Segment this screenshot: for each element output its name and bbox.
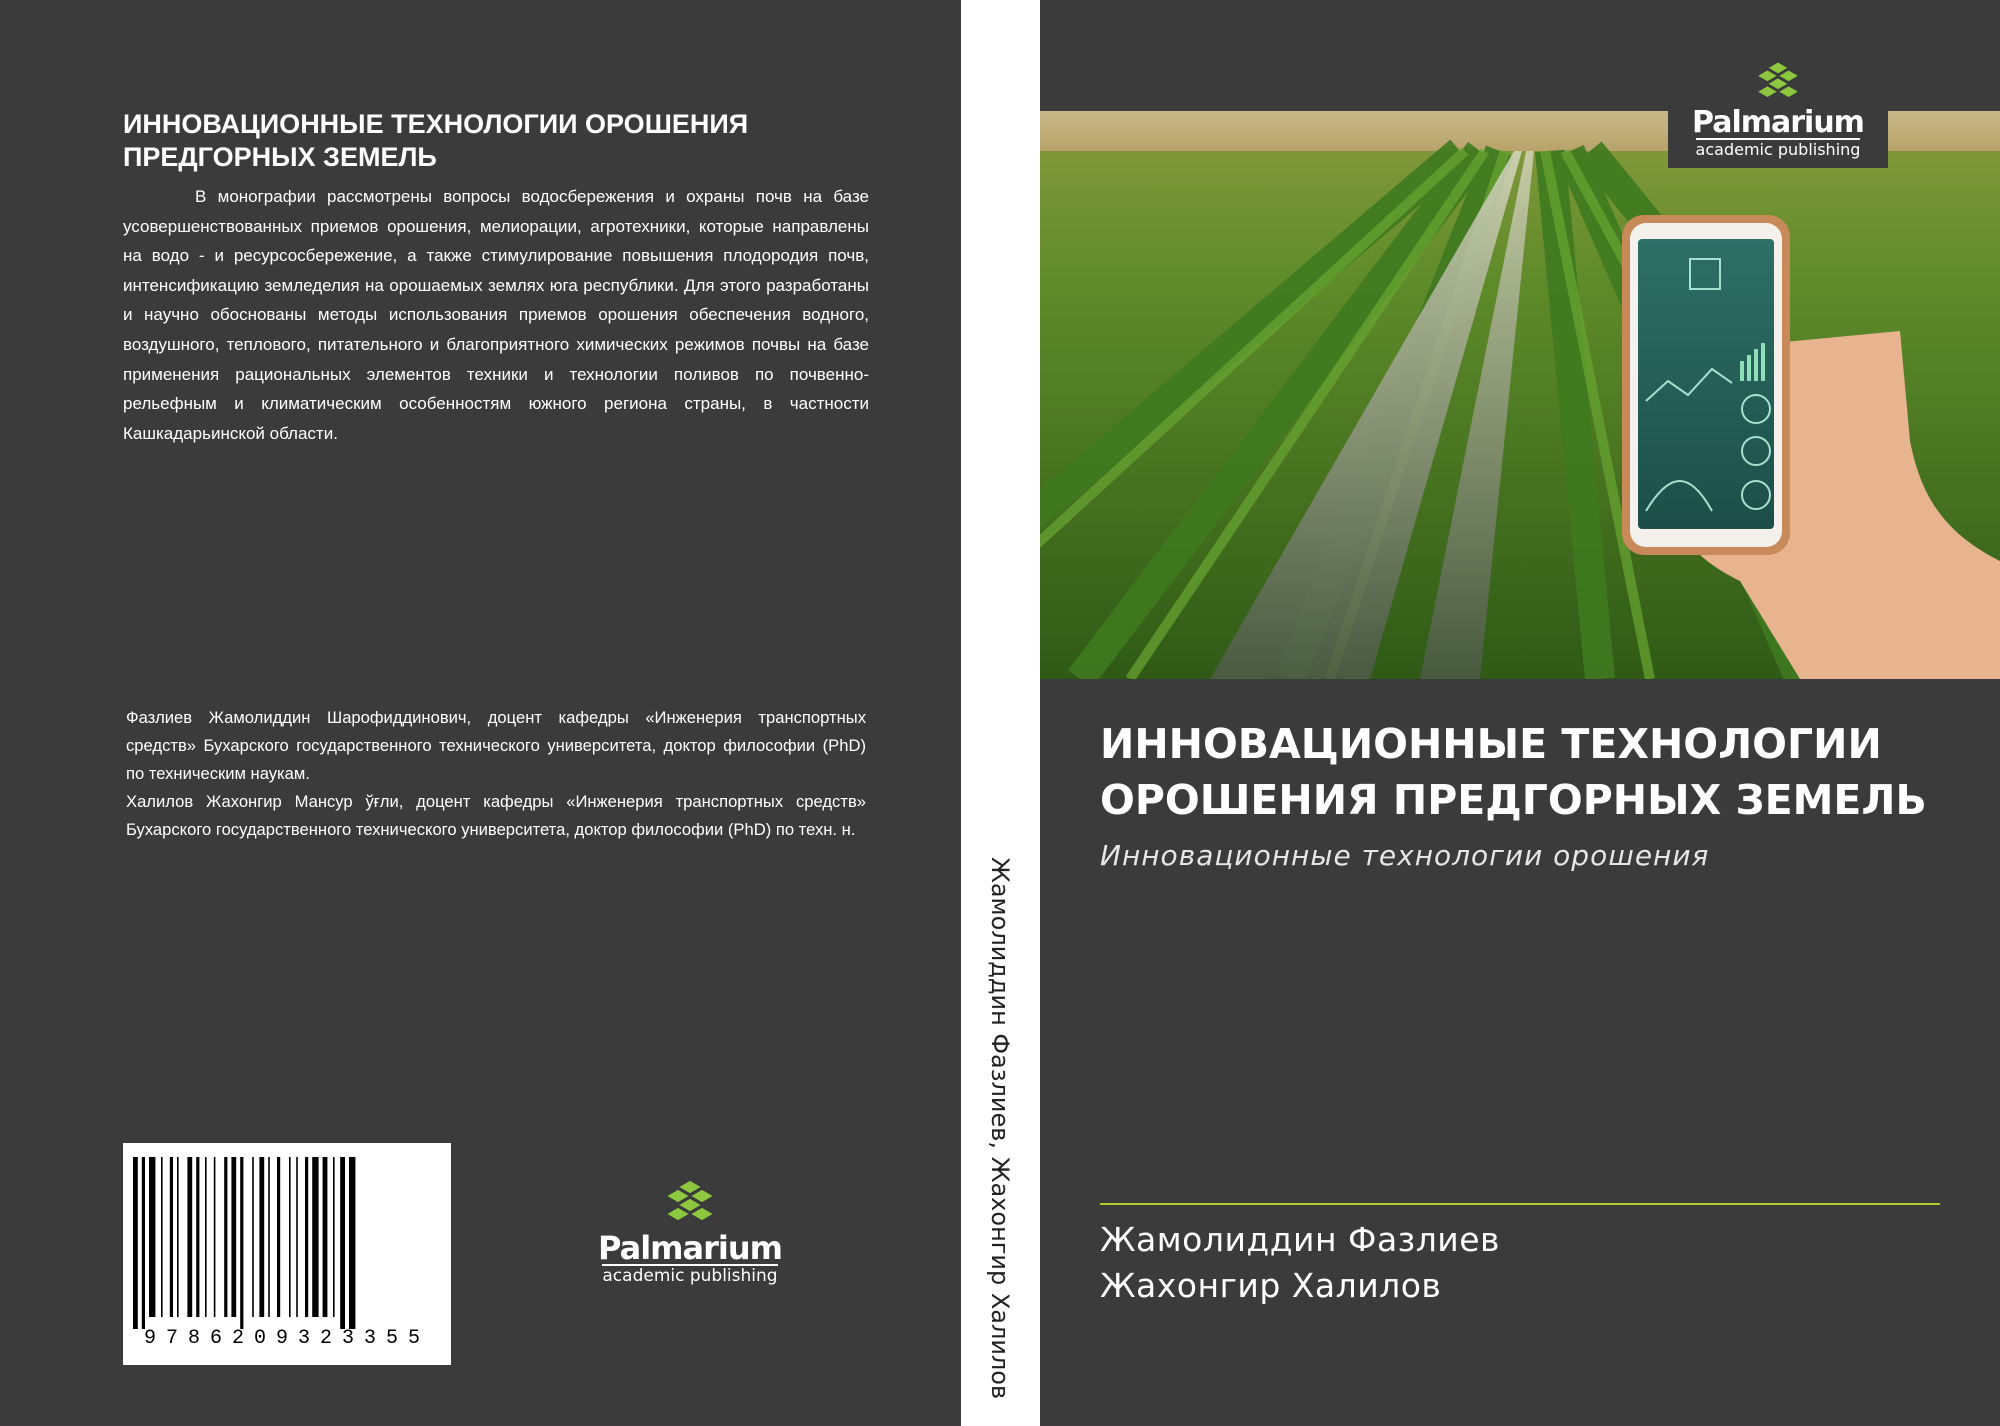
barcode-bar: [231, 1157, 236, 1317]
barcode-bar: [142, 1157, 145, 1329]
barcode-bar: [161, 1157, 163, 1317]
back-cover-title: ИННОВАЦИОННЫЕ ТЕХНОЛОГИИ ОРОШЕНИЯ ПРЕДГОРНЫХ ЗЕМЕЛЬ: [123, 109, 749, 172]
front-author-1: Жамолиддин Фазлиев: [1100, 1220, 1501, 1259]
barcode-bar: [240, 1157, 243, 1329]
back-cover-description: В монографии рассмотрены вопросы водосбережения и охраны почв на базе усовершенствованных приемов орошения, мелиорации, агротехники, которые направлены на водо - и ресурсосбережение, а также стимулирование повышения плодородия почв, интенсификацию земледелия на орошаемых землях юга республики. Для этого разработаны и научно обоснованы методы использования приемов орошения обеспечения водного, воздушного, теплового, питательного и благоприятного химических режимов почвы на базе применения рациональных элементов техники и технологии поливов по почвенно-рельефным и климатическим особенностям южного региона страны, в частности Кашкадарьинской области.: [123, 187, 869, 443]
barcode-bar: [277, 1157, 280, 1317]
barcode-bar: [196, 1157, 199, 1317]
barcode-bar: [133, 1157, 138, 1329]
barcode-bar: [323, 1157, 328, 1317]
barcode-bar: [268, 1157, 270, 1317]
barcode-bar: [187, 1157, 192, 1317]
barcode-bar: [305, 1157, 308, 1317]
cover-photo: [1040, 111, 2000, 679]
barcode-bar: [333, 1157, 335, 1317]
barcode-bar: [224, 1157, 227, 1317]
barcode-bar: [289, 1157, 291, 1317]
barcode-bar: [340, 1157, 345, 1329]
barcode-bar: [214, 1157, 216, 1317]
barcode-bar: [312, 1157, 318, 1317]
isbn-number: 9786209323355: [143, 1327, 431, 1350]
accent-divider: [1100, 1203, 1940, 1205]
barcode-bar: [149, 1157, 155, 1317]
front-author-2: Жахонгир Халилов: [1100, 1266, 1442, 1305]
author-bio-1: Фазлиев Жамолиддин Шарофиддинович, доцент кафедры «Инженерия транспортных средств» Бухарского государственного технического университета, доктор философии (PhD) по техническим наукам.: [126, 708, 866, 783]
palmarium-logo-icon: [662, 1178, 718, 1228]
publisher-brand: Palmarium: [598, 1229, 782, 1267]
barcode-bar: [349, 1157, 355, 1329]
barcode-bar: [205, 1157, 207, 1317]
barcode-bar: [259, 1157, 264, 1317]
barcode-bar: [170, 1157, 173, 1317]
barcode: [123, 1143, 451, 1365]
irrigation-field-image: [1040, 111, 2000, 679]
author-bio-2: Халилов Жахонгир Мансур ўғли, доцент кафедры «Инженерия транспортных средств» Бухарского государственного технического университета, доктор философии (PhD) по техн. н.: [126, 792, 866, 839]
palmarium-logo-icon: [1753, 60, 1803, 104]
barcode-bar: [177, 1157, 179, 1317]
front-publisher-logo: [1668, 60, 1888, 158]
front-cover-title: ИННОВАЦИОННЫЕ ТЕХНОЛОГИИ ОРОШЕНИЯ ПРЕДГОРНЫХ ЗЕМЕЛЬ: [1100, 720, 1927, 824]
barcode-bar: [252, 1157, 254, 1317]
publisher-brand: Palmarium: [1692, 105, 1864, 140]
barcode-bars: [131, 1157, 443, 1329]
spine-authors: Жамолиддин Фазлиев, Жахонгир Халилов: [986, 857, 1014, 1400]
barcode-bar: [296, 1157, 298, 1317]
author-bio: [126, 704, 866, 844]
publisher-subtitle: academic publishing: [1695, 140, 1861, 159]
front-cover-subtitle: Инновационные технологии орошения: [1100, 839, 1710, 872]
back-publisher-logo: [590, 1178, 790, 1285]
publisher-subtitle: academic publishing: [602, 1266, 778, 1286]
